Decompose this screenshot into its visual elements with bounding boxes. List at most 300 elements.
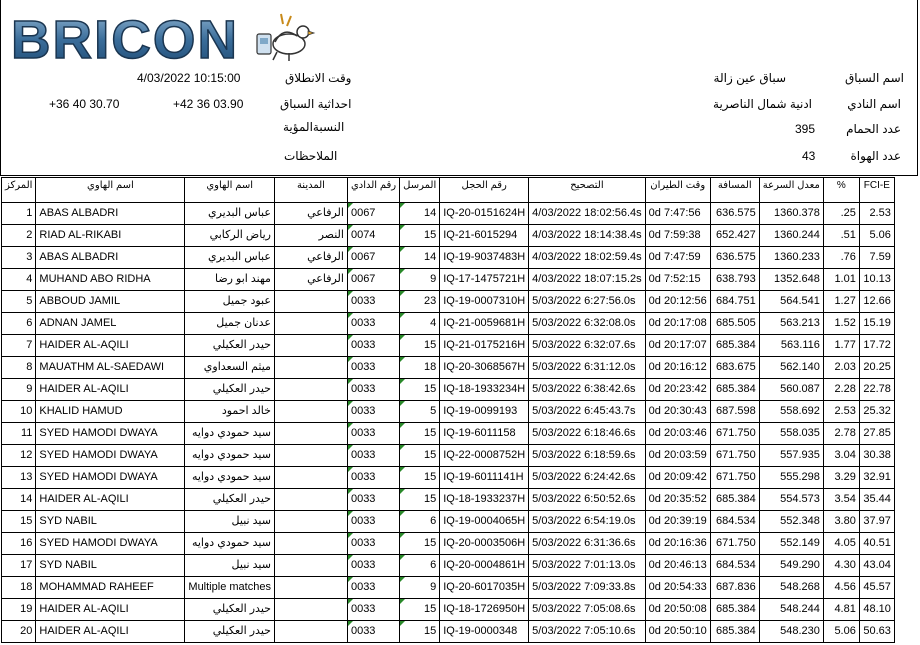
- flight-cell[interactable]: [645, 379, 710, 401]
- sent-cell[interactable]: [400, 445, 440, 467]
- fancier-ar-cell[interactable]: [185, 489, 275, 511]
- flight-cell[interactable]: [645, 269, 710, 291]
- city-cell[interactable]: [274, 599, 347, 621]
- rank-cell[interactable]: [2, 533, 36, 555]
- city-cell[interactable]: [274, 379, 347, 401]
- distance-cell[interactable]: [710, 621, 759, 643]
- flight-cell[interactable]: [645, 247, 710, 269]
- club-no-cell[interactable]: [347, 621, 399, 643]
- pct-cell[interactable]: [823, 511, 859, 533]
- sent-cell[interactable]: [400, 269, 440, 291]
- rank-cell[interactable]: [2, 247, 36, 269]
- pct-cell[interactable]: [823, 467, 859, 489]
- table-row[interactable]: [2, 313, 895, 335]
- fci-cell[interactable]: [859, 467, 894, 489]
- sent-cell[interactable]: [400, 423, 440, 445]
- city-cell[interactable]: [274, 357, 347, 379]
- club-no-cell[interactable]: [347, 467, 399, 489]
- sent-cell[interactable]: [400, 247, 440, 269]
- pct-cell[interactable]: [823, 291, 859, 313]
- clock-cell[interactable]: [529, 269, 645, 291]
- club-no-cell[interactable]: [347, 225, 399, 247]
- flight-cell[interactable]: [645, 599, 710, 621]
- clock-cell[interactable]: [529, 599, 645, 621]
- speed-cell[interactable]: [759, 489, 823, 511]
- distance-cell[interactable]: [710, 577, 759, 599]
- distance-cell[interactable]: [710, 423, 759, 445]
- fci-cell[interactable]: [859, 511, 894, 533]
- fancier-ar-cell[interactable]: [185, 335, 275, 357]
- fci-cell[interactable]: [859, 621, 894, 643]
- sent-cell[interactable]: [400, 291, 440, 313]
- fci-cell[interactable]: [859, 445, 894, 467]
- distance-cell[interactable]: [710, 313, 759, 335]
- sent-cell[interactable]: [400, 203, 440, 225]
- col-ring-header[interactable]: رقم الحجل: [440, 178, 529, 203]
- ring-cell[interactable]: [440, 467, 529, 489]
- ring-cell[interactable]: [440, 511, 529, 533]
- ring-cell[interactable]: [440, 599, 529, 621]
- fancier-en-cell[interactable]: [36, 379, 185, 401]
- club-no-cell[interactable]: [347, 269, 399, 291]
- club-no-cell[interactable]: [347, 401, 399, 423]
- fci-cell[interactable]: [859, 379, 894, 401]
- speed-cell[interactable]: [759, 621, 823, 643]
- flight-cell[interactable]: [645, 511, 710, 533]
- fancier-en-cell[interactable]: [36, 423, 185, 445]
- pct-cell[interactable]: [823, 335, 859, 357]
- distance-cell[interactable]: [710, 357, 759, 379]
- city-cell[interactable]: [274, 511, 347, 533]
- table-row[interactable]: [2, 555, 895, 577]
- fancier-ar-cell[interactable]: [185, 511, 275, 533]
- table-row[interactable]: [2, 379, 895, 401]
- fancier-en-cell[interactable]: [36, 511, 185, 533]
- club-no-cell[interactable]: [347, 445, 399, 467]
- sent-cell[interactable]: [400, 621, 440, 643]
- distance-cell[interactable]: [710, 467, 759, 489]
- speed-cell[interactable]: [759, 269, 823, 291]
- rank-cell[interactable]: [2, 357, 36, 379]
- sent-cell[interactable]: [400, 225, 440, 247]
- fancier-en-cell[interactable]: [36, 247, 185, 269]
- ring-cell[interactable]: [440, 247, 529, 269]
- table-row[interactable]: [2, 225, 895, 247]
- fci-cell[interactable]: [859, 335, 894, 357]
- distance-cell[interactable]: [710, 533, 759, 555]
- speed-cell[interactable]: [759, 225, 823, 247]
- fci-cell[interactable]: [859, 203, 894, 225]
- club-no-cell[interactable]: [347, 313, 399, 335]
- club-no-cell[interactable]: [347, 203, 399, 225]
- rank-cell[interactable]: [2, 225, 36, 247]
- sent-cell[interactable]: [400, 313, 440, 335]
- ring-cell[interactable]: [440, 335, 529, 357]
- club-no-cell[interactable]: [347, 291, 399, 313]
- flight-cell[interactable]: [645, 203, 710, 225]
- col-distance-header[interactable]: المسافة: [710, 178, 759, 203]
- speed-cell[interactable]: [759, 357, 823, 379]
- distance-cell[interactable]: [710, 203, 759, 225]
- fancier-ar-cell[interactable]: [185, 401, 275, 423]
- speed-cell[interactable]: [759, 203, 823, 225]
- pct-cell[interactable]: [823, 401, 859, 423]
- fci-cell-text: 5.06: [869, 229, 891, 241]
- pct-cell[interactable]: [823, 489, 859, 511]
- city-cell[interactable]: [274, 225, 347, 247]
- col-club-header[interactable]: رقم الدادي: [347, 178, 399, 203]
- flight-cell[interactable]: [645, 555, 710, 577]
- notes-label: الملاحظات: [284, 149, 338, 163]
- col-fci-header[interactable]: FCI-E: [859, 178, 894, 203]
- fci-cell[interactable]: [859, 247, 894, 269]
- distance-cell[interactable]: [710, 445, 759, 467]
- fancier-ar-cell[interactable]: [185, 291, 275, 313]
- sent-cell[interactable]: [400, 533, 440, 555]
- table-row[interactable]: [2, 577, 895, 599]
- ring-cell[interactable]: [440, 533, 529, 555]
- ring-cell[interactable]: [440, 445, 529, 467]
- fancier-ar-cell[interactable]: [185, 225, 275, 247]
- fancier-en-cell[interactable]: [36, 555, 185, 577]
- fancier-en-cell[interactable]: [36, 445, 185, 467]
- fci-cell[interactable]: [859, 577, 894, 599]
- pct-cell[interactable]: [823, 203, 859, 225]
- ring-cell[interactable]: [440, 313, 529, 335]
- speed-cell[interactable]: [759, 445, 823, 467]
- fci-cell[interactable]: [859, 291, 894, 313]
- flight-cell[interactable]: [645, 467, 710, 489]
- col-clock-header[interactable]: التصحيح: [529, 178, 645, 203]
- club-no-cell[interactable]: [347, 511, 399, 533]
- city-cell[interactable]: [274, 467, 347, 489]
- col-city-header[interactable]: المدينة: [274, 178, 347, 203]
- fancier-en-cell[interactable]: [36, 335, 185, 357]
- clock-cell[interactable]: [529, 291, 645, 313]
- speed-cell[interactable]: [759, 555, 823, 577]
- flight-cell-text: 0d 20:23:42: [648, 383, 707, 395]
- rank-cell[interactable]: [2, 269, 36, 291]
- fancier-en-cell[interactable]: [36, 621, 185, 643]
- fci-cell[interactable]: [859, 401, 894, 423]
- city-cell[interactable]: [274, 313, 347, 335]
- city-cell[interactable]: [274, 247, 347, 269]
- clock-cell[interactable]: [529, 577, 645, 599]
- sent-cell[interactable]: [400, 379, 440, 401]
- rank-cell[interactable]: [2, 379, 36, 401]
- city-cell[interactable]: [274, 291, 347, 313]
- sent-cell-text: 4: [430, 317, 437, 329]
- speed-cell[interactable]: [759, 511, 823, 533]
- fancier-ar-cell[interactable]: [185, 533, 275, 555]
- rank-cell[interactable]: [2, 335, 36, 357]
- table-row[interactable]: [2, 203, 895, 225]
- speed-cell[interactable]: [759, 599, 823, 621]
- clock-cell[interactable]: [529, 621, 645, 643]
- flight-cell[interactable]: [645, 357, 710, 379]
- distance-cell[interactable]: [710, 401, 759, 423]
- club-no-cell[interactable]: [347, 533, 399, 555]
- fancier-ar-cell[interactable]: [185, 467, 275, 489]
- fancier-en-cell[interactable]: [36, 489, 185, 511]
- col-flight-header[interactable]: وقت الطيران: [645, 178, 710, 203]
- city-cell[interactable]: [274, 445, 347, 467]
- fci-cell[interactable]: [859, 533, 894, 555]
- sent-cell[interactable]: [400, 555, 440, 577]
- city-cell[interactable]: [274, 423, 347, 445]
- distance-cell[interactable]: [710, 269, 759, 291]
- table-row[interactable]: [2, 423, 895, 445]
- fancier-ar-cell[interactable]: [185, 357, 275, 379]
- club-no-cell[interactable]: [347, 489, 399, 511]
- fancier-en-cell[interactable]: [36, 401, 185, 423]
- sent-cell[interactable]: [400, 489, 440, 511]
- rank-cell[interactable]: [2, 489, 36, 511]
- speed-cell[interactable]: [759, 577, 823, 599]
- club-no-cell[interactable]: [347, 379, 399, 401]
- fancier-ar-cell[interactable]: [185, 621, 275, 643]
- fancier-en-cell[interactable]: [36, 291, 185, 313]
- speed-cell[interactable]: [759, 467, 823, 489]
- ring-cell[interactable]: [440, 379, 529, 401]
- city-cell[interactable]: [274, 203, 347, 225]
- fancier-ar-cell[interactable]: [185, 445, 275, 467]
- city-cell[interactable]: [274, 621, 347, 643]
- fancier-en-cell[interactable]: [36, 313, 185, 335]
- table-row[interactable]: [2, 621, 895, 643]
- col-sent-header[interactable]: المرسل: [400, 178, 440, 203]
- city-cell[interactable]: [274, 335, 347, 357]
- pct-cell[interactable]: [823, 621, 859, 643]
- rank-cell[interactable]: [2, 555, 36, 577]
- city-cell[interactable]: [274, 533, 347, 555]
- flight-cell[interactable]: [645, 335, 710, 357]
- distance-cell[interactable]: [710, 489, 759, 511]
- fancier-ar-cell[interactable]: [185, 599, 275, 621]
- rank-cell[interactable]: [2, 467, 36, 489]
- cell-marker-icon: [400, 335, 405, 340]
- flight-cell[interactable]: [645, 225, 710, 247]
- city-cell[interactable]: [274, 269, 347, 291]
- table-row[interactable]: [2, 445, 895, 467]
- rank-cell[interactable]: [2, 445, 36, 467]
- club-no-cell[interactable]: [347, 247, 399, 269]
- ring-cell[interactable]: [440, 225, 529, 247]
- pct-cell[interactable]: [823, 247, 859, 269]
- fancier-ar-cell[interactable]: [185, 555, 275, 577]
- sent-cell[interactable]: [400, 599, 440, 621]
- pct-cell[interactable]: [823, 269, 859, 291]
- distance-cell[interactable]: [710, 511, 759, 533]
- fci-cell[interactable]: [859, 313, 894, 335]
- speed-cell[interactable]: [759, 379, 823, 401]
- table-row[interactable]: [2, 467, 895, 489]
- flight-cell[interactable]: [645, 445, 710, 467]
- fancier-ar-cell[interactable]: [185, 313, 275, 335]
- pct-cell[interactable]: [823, 379, 859, 401]
- distance-cell[interactable]: [710, 555, 759, 577]
- sent-cell[interactable]: [400, 577, 440, 599]
- pct-cell[interactable]: [823, 423, 859, 445]
- rank-cell[interactable]: [2, 423, 36, 445]
- rank-cell[interactable]: [2, 203, 36, 225]
- table-row[interactable]: [2, 335, 895, 357]
- col-pct-header[interactable]: %: [823, 178, 859, 203]
- speed-cell[interactable]: [759, 313, 823, 335]
- clock-cell[interactable]: [529, 203, 645, 225]
- ring-cell[interactable]: [440, 203, 529, 225]
- club-no-cell[interactable]: [347, 423, 399, 445]
- flight-cell[interactable]: [645, 489, 710, 511]
- distance-cell[interactable]: [710, 247, 759, 269]
- flight-cell[interactable]: [645, 577, 710, 599]
- fci-cell[interactable]: [859, 423, 894, 445]
- rank-cell[interactable]: [2, 401, 36, 423]
- ring-cell[interactable]: [440, 489, 529, 511]
- pct-cell[interactable]: [823, 577, 859, 599]
- rank-cell[interactable]: [2, 599, 36, 621]
- pct-cell[interactable]: [823, 555, 859, 577]
- speed-cell[interactable]: [759, 335, 823, 357]
- flight-cell[interactable]: [645, 533, 710, 555]
- fci-cell[interactable]: [859, 357, 894, 379]
- fancier-ar-cell[interactable]: [185, 203, 275, 225]
- clock-cell[interactable]: [529, 379, 645, 401]
- flight-cell[interactable]: [645, 291, 710, 313]
- col-rank-header[interactable]: المركز: [2, 178, 36, 203]
- table-row[interactable]: [2, 511, 895, 533]
- clock-cell[interactable]: [529, 555, 645, 577]
- rank-cell[interactable]: [2, 313, 36, 335]
- club-no-cell-text: 0033: [350, 295, 376, 307]
- table-row[interactable]: [2, 599, 895, 621]
- table-row[interactable]: [2, 269, 895, 291]
- fci-cell[interactable]: [859, 489, 894, 511]
- fci-cell[interactable]: [859, 225, 894, 247]
- rank-cell[interactable]: [2, 577, 36, 599]
- fancier-en-cell[interactable]: [36, 599, 185, 621]
- speed-cell[interactable]: [759, 401, 823, 423]
- clock-cell[interactable]: [529, 247, 645, 269]
- fancier-en-cell[interactable]: [36, 357, 185, 379]
- clock-cell[interactable]: [529, 313, 645, 335]
- flight-cell[interactable]: [645, 313, 710, 335]
- speed-cell[interactable]: [759, 247, 823, 269]
- col-fancier-en-header[interactable]: اسم الهاوي: [36, 178, 185, 203]
- distance-cell[interactable]: [710, 599, 759, 621]
- fancier-en-cell[interactable]: [36, 577, 185, 599]
- pct-cell[interactable]: [823, 445, 859, 467]
- fci-cell[interactable]: [859, 555, 894, 577]
- club-no-cell[interactable]: [347, 335, 399, 357]
- pct-cell[interactable]: [823, 357, 859, 379]
- fancier-en-cell[interactable]: [36, 225, 185, 247]
- distance-cell[interactable]: [710, 379, 759, 401]
- table-row[interactable]: [2, 533, 895, 555]
- flight-cell[interactable]: [645, 621, 710, 643]
- fci-cell[interactable]: [859, 599, 894, 621]
- clock-cell[interactable]: [529, 445, 645, 467]
- club-no-cell[interactable]: [347, 599, 399, 621]
- ring-cell[interactable]: [440, 577, 529, 599]
- pct-cell[interactable]: [823, 533, 859, 555]
- sent-cell[interactable]: [400, 357, 440, 379]
- clock-cell[interactable]: [529, 357, 645, 379]
- col-speed-header[interactable]: معدل السرعة: [759, 178, 823, 203]
- fancier-ar-cell[interactable]: [185, 269, 275, 291]
- city-cell[interactable]: [274, 577, 347, 599]
- club-no-cell[interactable]: [347, 577, 399, 599]
- rank-cell[interactable]: [2, 291, 36, 313]
- speed-cell[interactable]: [759, 533, 823, 555]
- city-cell[interactable]: [274, 401, 347, 423]
- flight-cell[interactable]: [645, 401, 710, 423]
- rank-cell[interactable]: [2, 621, 36, 643]
- fancier-ar-cell[interactable]: [185, 577, 275, 599]
- col-fancier-ar-header[interactable]: اسم الهاوي: [185, 178, 275, 203]
- table-row[interactable]: [2, 357, 895, 379]
- fancier-en-cell[interactable]: [36, 533, 185, 555]
- distance-cell[interactable]: [710, 225, 759, 247]
- speed-cell[interactable]: [759, 291, 823, 313]
- table-row[interactable]: [2, 291, 895, 313]
- clock-cell[interactable]: [529, 401, 645, 423]
- ring-cell[interactable]: [440, 357, 529, 379]
- pct-cell[interactable]: [823, 225, 859, 247]
- table-row[interactable]: [2, 401, 895, 423]
- distance-cell[interactable]: [710, 335, 759, 357]
- clock-cell[interactable]: [529, 423, 645, 445]
- fancier-en-cell[interactable]: [36, 203, 185, 225]
- fancier-ar-cell[interactable]: [185, 247, 275, 269]
- ring-cell[interactable]: [440, 621, 529, 643]
- fancier-en-cell[interactable]: [36, 467, 185, 489]
- ring-cell[interactable]: [440, 401, 529, 423]
- ring-cell[interactable]: [440, 291, 529, 313]
- speed-cell[interactable]: [759, 423, 823, 445]
- clock-cell[interactable]: [529, 335, 645, 357]
- ring-cell[interactable]: [440, 423, 529, 445]
- ring-cell[interactable]: [440, 555, 529, 577]
- clock-cell[interactable]: [529, 225, 645, 247]
- club-no-cell[interactable]: [347, 555, 399, 577]
- fci-cell[interactable]: [859, 269, 894, 291]
- table-row[interactable]: [2, 247, 895, 269]
- sent-cell[interactable]: [400, 335, 440, 357]
- sent-cell[interactable]: [400, 467, 440, 489]
- city-cell[interactable]: [274, 555, 347, 577]
- table-row[interactable]: [2, 489, 895, 511]
- fancier-ar-cell[interactable]: [185, 423, 275, 445]
- club-no-cell[interactable]: [347, 357, 399, 379]
- pct-cell[interactable]: [823, 313, 859, 335]
- sent-cell[interactable]: [400, 511, 440, 533]
- distance-cell[interactable]: [710, 291, 759, 313]
- fancier-en-cell[interactable]: [36, 269, 185, 291]
- flight-cell[interactable]: [645, 423, 710, 445]
- ring-cell[interactable]: [440, 269, 529, 291]
- sent-cell[interactable]: [400, 401, 440, 423]
- fancier-ar-cell[interactable]: [185, 379, 275, 401]
- rank-cell[interactable]: [2, 511, 36, 533]
- clock-cell[interactable]: [529, 533, 645, 555]
- city-cell[interactable]: [274, 489, 347, 511]
- clock-cell[interactable]: [529, 511, 645, 533]
- fci-cell-text: 27.85: [863, 427, 891, 439]
- clock-cell[interactable]: [529, 467, 645, 489]
- pct-cell[interactable]: [823, 599, 859, 621]
- clock-cell[interactable]: [529, 489, 645, 511]
